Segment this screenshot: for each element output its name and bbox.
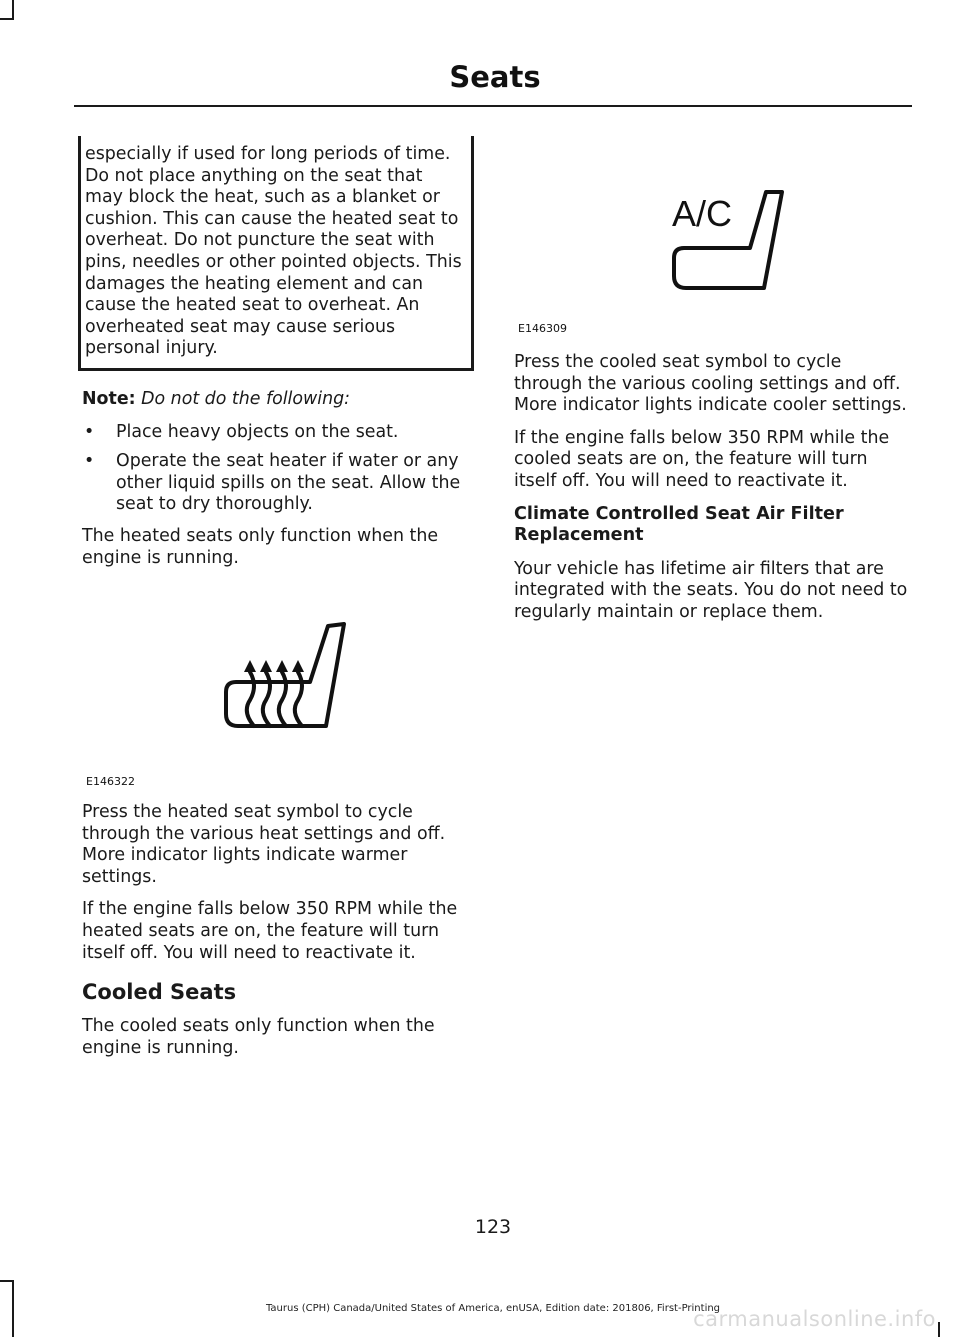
note [82,389,474,411]
list-item [82,422,474,444]
crop-mark-top-left [12,0,14,20]
page-number: 123 [474,1216,512,1238]
note-label: Note: [82,388,136,409]
figure-cooled-seat [514,176,910,352]
bullet-icon: • [84,421,95,442]
header-rule [74,105,912,107]
warning-box [78,136,474,371]
note-text: Do not do the following: [141,388,350,409]
list-item-text: Operate the seat heater if water or any other liquid spills on the seat. Allow the seat to dry thoroughly. [116,451,461,515]
list-item-text: Place heavy objects on the seat. [116,421,399,442]
section-heading-air-filter: Climate Controlled Seat Air Filter Replacement [514,503,844,546]
figure-code: E146309 [518,322,567,336]
paragraph-cooled-press: Press the cooled seat symbol to cycle through the various cooling settings and off. More indicator lights indicate cooler settings. [514,352,907,416]
watermark: carmanualsonline.info [693,1307,936,1331]
bullet-list [82,422,474,516]
paragraph-cooled-rpm: If the engine falls below 350 RPM while the cooled seats are on, the feature will turn itself off. You will need to reactivate it. [514,427,890,491]
paragraph-heated-press: Press the heated seat symbol to cycle through the various heat settings and off. More indicator lights indicate warmer settings. [82,802,446,887]
paragraph-cooled-function: The cooled seats only function when the engine is running. [82,1016,435,1058]
figure-heated-seat [82,580,474,802]
figure-code: E146322 [86,774,135,788]
list-item [82,451,474,516]
crop-mark-bottom-right [938,1322,940,1337]
heated-seat-icon [220,620,350,750]
bullet-icon: • [84,451,95,472]
paragraph-heated-rpm: If the engine falls below 350 RPM while the heated seats are on, the feature will turn itself off. You will need to reactivate it. [82,899,458,963]
crop-mark-top-left-h [0,18,14,20]
page-title: Seats [449,60,541,94]
cooled-seat-icon [664,184,794,300]
paragraph-heated-function: The heated seats only function when the engine is running. [82,525,439,568]
warning-text: especially if used for long periods of time. Do not place anything on the seat that may block the heat, such as a blanket or cushion. This can cause the heated seat to overheat. Do not puncture the seat with pins, needles or other pointed objects. This damages the heating element and can cause the heated seat to overheat. An overheated seat may cause serious personal injury. [85,144,462,359]
footer-edition: Taurus (CPH) Canada/United States of America, enUSA, Edition date: 201806, First-Printing [265,1303,721,1314]
section-heading-cooled-seats: Cooled Seats [82,980,237,1005]
right-column [514,176,910,635]
left-column [82,142,474,1070]
paragraph-air-filter: Your vehicle has lifetime air filters that are integrated with the seats. You do not need to regularly maintain or replace them. [514,558,908,622]
ac-label: A/C [672,193,733,234]
crop-mark-bottom-left-h [0,1280,14,1282]
